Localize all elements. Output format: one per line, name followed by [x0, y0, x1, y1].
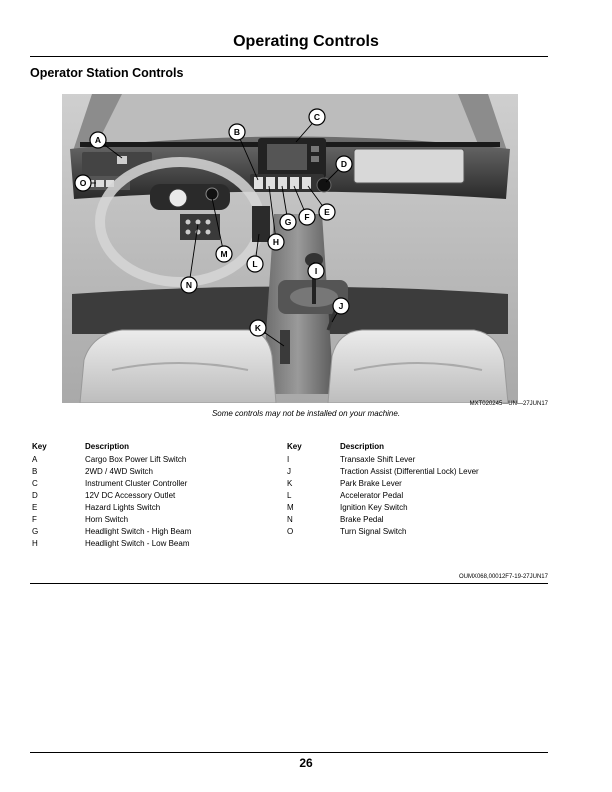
legend-key: L [287, 491, 292, 500]
svg-text:H: H [272, 237, 280, 247]
legend-description: Hazard Lights Switch [85, 503, 161, 512]
svg-text:L: L [252, 259, 258, 269]
legend-row [32, 527, 191, 539]
legend-table-left [32, 440, 191, 551]
legend-row [32, 479, 191, 491]
callout-g [280, 214, 296, 230]
legend-description: Instrument Cluster Controller [85, 479, 188, 488]
callout-h [268, 234, 284, 250]
legend-row [287, 503, 479, 515]
title-rule [30, 56, 548, 57]
callout-i [308, 263, 324, 279]
svg-text:F: F [304, 212, 310, 222]
callout-j [333, 298, 349, 314]
svg-text:K: K [254, 323, 262, 333]
description-header: Description [340, 441, 385, 451]
svg-text:I: I [314, 266, 318, 276]
svg-text:O: O [79, 178, 87, 188]
svg-text:A: A [94, 135, 102, 145]
section-end-rule [30, 583, 548, 584]
legend-key: B [32, 467, 38, 476]
legend-key: H [32, 539, 38, 548]
section-title: Operator Station Controls [30, 66, 184, 80]
legend-row [287, 455, 479, 467]
legend-row [32, 467, 191, 479]
legend-key: K [287, 479, 293, 488]
legend-row [287, 479, 479, 491]
legend-key: F [32, 515, 37, 524]
callout-b [229, 124, 245, 140]
page-number: 26 [299, 756, 313, 770]
svg-text:G: G [284, 217, 292, 227]
legend-row [32, 455, 191, 467]
legend-key: I [287, 455, 290, 464]
legend-key: A [32, 455, 38, 464]
figure-caption: Some controls may not be installed on your machine. [211, 409, 401, 418]
legend-key: C [32, 479, 38, 488]
legend-description: 12V DC Accessory Outlet [85, 491, 176, 500]
callout-d [336, 156, 352, 172]
legend-description: Turn Signal Switch [340, 527, 407, 536]
callout-e [319, 204, 335, 220]
legend-key: E [32, 503, 38, 512]
legend-description: Accelerator Pedal [340, 491, 404, 500]
legend-description: Ignition Key Switch [340, 503, 408, 512]
callout-n [181, 277, 197, 293]
legend-description: Transaxle Shift Lever [340, 455, 416, 464]
legend-key: D [32, 491, 38, 500]
page-title: Operating Controls [233, 33, 379, 50]
key-header: Key [32, 441, 47, 451]
callout-l [247, 256, 263, 272]
legend-key: N [287, 515, 293, 524]
svg-text:D: D [340, 159, 348, 169]
legend-table-right [287, 440, 479, 539]
figure-id: MXT020245—UN—27JUN17 [469, 401, 548, 407]
legend-row [32, 515, 191, 527]
callout-k [250, 320, 266, 336]
document-id: OUMX068,00012F7-19-27JUN17 [458, 574, 548, 580]
legend-row [32, 503, 191, 515]
legend-description: Traction Assist (Differential Lock) Lever [340, 467, 479, 476]
legend-description: Park Brake Lever [340, 479, 402, 488]
legend-description: Horn Switch [85, 515, 129, 524]
legend-description: Headlight Switch - High Beam [85, 527, 192, 536]
legend-row [32, 539, 191, 551]
legend-description: Headlight Switch - Low Beam [85, 539, 190, 548]
footer-rule [30, 752, 548, 753]
legend-description: Brake Pedal [340, 515, 384, 524]
callout-a [90, 132, 106, 148]
legend-key: G [32, 527, 39, 536]
legend-row [287, 527, 479, 539]
svg-text:J: J [338, 301, 344, 311]
legend-row [287, 491, 479, 503]
operator-station-figure [62, 94, 518, 403]
key-header: Key [287, 441, 302, 451]
svg-text:B: B [233, 127, 241, 137]
legend-description: Cargo Box Power Lift Switch [85, 455, 187, 464]
description-header: Description [85, 441, 130, 451]
svg-text:E: E [324, 207, 330, 217]
callout-c [309, 109, 325, 125]
legend-row [287, 467, 479, 479]
callout-m [216, 246, 232, 262]
callout-f [299, 209, 315, 225]
legend-key: J [287, 467, 291, 476]
operator-station-illustration [62, 94, 518, 403]
svg-text:C: C [313, 112, 321, 122]
legend-key: O [287, 527, 294, 536]
legend-description: 2WD / 4WD Switch [85, 467, 154, 476]
legend-row [32, 491, 191, 503]
svg-text:N: N [185, 280, 193, 290]
callout-o [75, 175, 91, 191]
legend-row [287, 515, 479, 527]
legend-key: M [287, 503, 294, 512]
svg-text:M: M [220, 249, 228, 259]
